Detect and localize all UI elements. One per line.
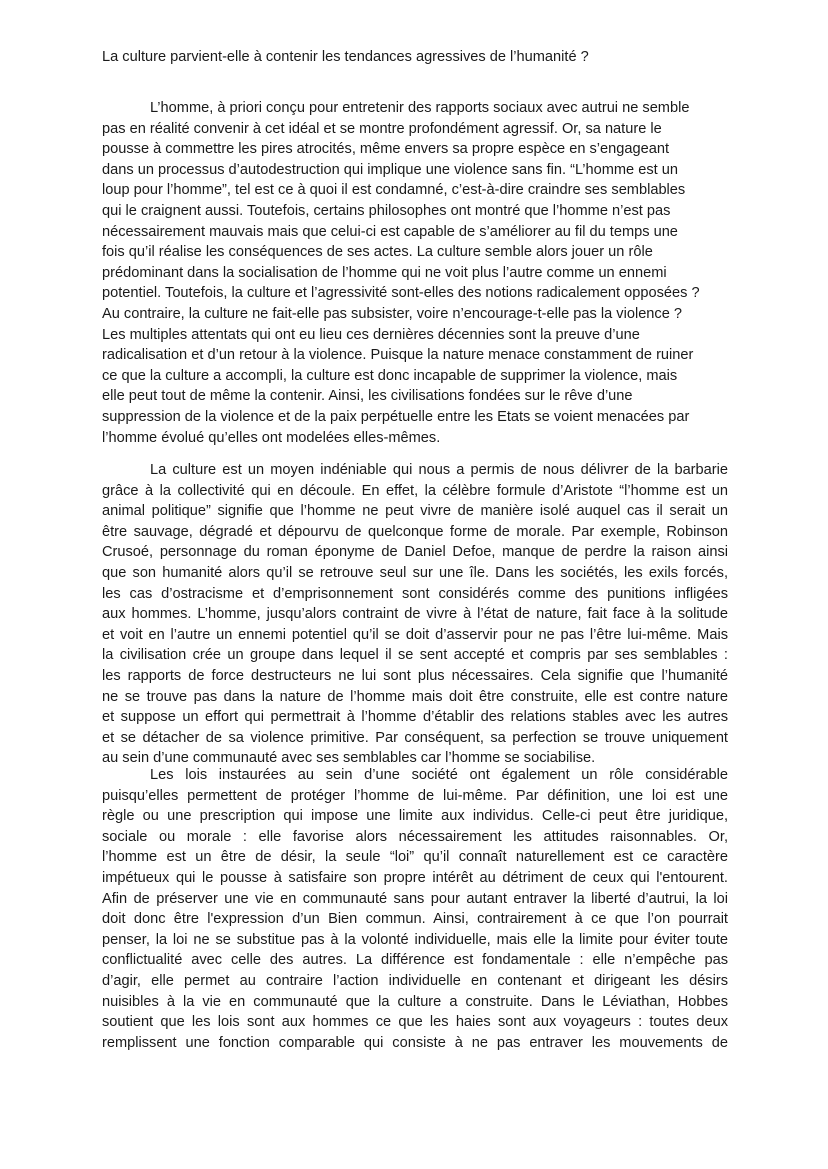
paragraph-culture-collectivity	[102, 460, 728, 769]
text-line: nécessairement mauvais mais que celui-ci est capable de s’améliorer au fil du temps une	[102, 223, 678, 240]
text-line: ne se trouve pas dans la nature de l’homme mais doit être construite, elle est contre nature	[102, 688, 728, 705]
text-line: prédominant dans la socialisation de l’homme qui ne voit plus l’autre comme un ennemi	[102, 264, 667, 281]
text-line: fois qu’il réalise les conséquences de ses actes. La culture semble alors jouer un rôle	[102, 244, 653, 261]
text-line: Les multiples attentats qui ont eu lieu ces dernières décennies sont la preuve d’une	[102, 326, 640, 343]
text-line: puisqu’elles permettent de protéger l’homme de lui-même. Par définition, une loi est une	[102, 787, 728, 804]
text-line: soutient que les lois sont aux hommes ce que les haies sont aux voyageurs : toutes deux	[102, 1014, 728, 1031]
text-line: loup pour l’homme”, tel est ce à quoi il est condamné, c’est-à-dire craindre ses semblables	[102, 182, 686, 199]
text-line: et suppose un effort qui permettrait à l’homme d’établir des relations stables avec les autres	[102, 709, 728, 726]
text-line: la civilisation crée un groupe dans lequel il se sent accepté et compris par ses semblables :	[102, 647, 728, 664]
text-line: et se détacher de sa violence primitive. Par conséquent, sa perfection se trouve uniquement	[102, 729, 728, 746]
document-title: La culture parvient-elle à contenir les tendances agressives de l’humanité ?	[102, 49, 589, 65]
text-line: qui le craignent aussi. Toutefois, certains philosophes ont montré que l’homme n’est pas	[102, 202, 671, 219]
text-line: d’agir, elle permet au contraire l’action individuelle en contenant et dirigeant les désirs	[102, 972, 728, 989]
text-line: ce que la culture a accompli, la culture est donc incapable de supprimer la violence, mais	[102, 367, 678, 384]
text-line: La culture est un moyen indéniable qui nous a permis de nous délivrer de la barbarie	[150, 462, 728, 478]
text-line: dans un processus d’autodestruction qui implique une violence sans fin. “L’homme est un	[102, 161, 678, 178]
text-line: Les lois instaurées au sein d’une société ont également un rôle considérable	[150, 767, 728, 783]
text-line: potentiel. Toutefois, la culture et l’agressivité sont-elles des notions radicalement opposées ?	[102, 285, 700, 302]
text-line: elle peut tout de même la contenir. Ainsi, les civilisations fondées sur le rêve d’une	[102, 388, 633, 405]
text-line: pousse à commettre les pires atrocités, même envers sa propre espèce en s’engageant	[102, 141, 670, 158]
text-line: sociale ou morale : elle favorise alors nécessairement les attitudes raisonnables. Or,	[102, 828, 728, 845]
text-line: conflictualité avec celle des autres. La différence est fondamentale : elle n’empêche pas	[102, 952, 728, 969]
text-line: remplissent une fonction comparable qui consiste à ne pas entraver les mouvements de	[102, 1034, 728, 1051]
text-line: suppression de la violence et de la paix perpétuelle entre les Etats se voient menacées par	[102, 408, 690, 425]
text-line: les cas d’ostracisme et d’emprisonnement sont considérés comme des punitions infligées	[102, 585, 728, 602]
text-line: Afin de préserver une vie en communauté sans pour autant entraver la liberté d’autrui, la loi	[102, 890, 728, 907]
text-line: grâce à la collectivité qui en découle. En effet, la célèbre formule d’Aristote “l’homme est un	[102, 482, 728, 499]
text-line: l’homme est un être de désir, la seule “loi” qu’il connaît naturellement est ce caractère	[102, 849, 728, 866]
text-line: que son humanité alors qu’il se retrouve seul sur une île. Dans les sociétés, les exils forcés,	[102, 564, 728, 581]
text-line: au sein d’une communauté avec ses semblables car l’homme se sociabilise.	[102, 750, 596, 767]
text-line: doit donc être l'expression d’un Bien commun. Ainsi, contrairement à ce que l’on pourrait	[102, 911, 728, 928]
text-line: penser, la loi ne se substitue pas à la volonté individuelle, mais elle la limite pour éviter toute	[102, 931, 728, 948]
text-line: les rapports de force destructeurs ne lui sont plus nécessaires. Cela signifie que l’humanité	[102, 667, 728, 684]
text-line: animal politique” signifie que l’homme ne peut vivre de manière isolé auquel cas il serait un	[102, 503, 728, 520]
text-line: Au contraire, la culture ne fait-elle pas subsister, voire n’encourage-t-elle pas la violence ?	[102, 305, 683, 322]
paragraph-introduction	[102, 98, 728, 448]
text-line: aux hommes. L’homme, jusqu’alors contraint de vivre à l’état de nature, fait face à la solitude	[102, 606, 728, 623]
text-line: et voit en l’autre un ennemi potentiel qu’il se doit d’asservir pour ne pas l’être lui-même. Mais	[102, 626, 728, 643]
text-line: règle ou une prescription qui impose une limite aux individus. Celle-ci peut être juridique,	[102, 808, 728, 825]
text-line: être sauvage, dégradé et dépourvu de quelconque forme de morale. Par exemple, Robinson	[102, 523, 728, 540]
text-line: pas en réalité convenir à cet idéal et se montre profondément agressif. Or, sa nature le	[102, 120, 662, 137]
text-line: Crusoé, personnage du roman éponyme de Daniel Defoe, manque de perdre la raison ainsi	[102, 544, 728, 561]
text-line: L’homme, à priori conçu pour entretenir des rapports sociaux avec autrui ne semble	[150, 100, 690, 116]
text-line: l’homme évolué qu’elles ont modelées elles-mêmes.	[102, 429, 441, 446]
text-line: nuisibles à la vie en communauté que la culture a construite. Dans le Léviathan, Hobbes	[102, 993, 728, 1010]
text-line: impétueux qui le pousse à satisfaire son propre intérêt au détriment de ceux qui l'entourent.	[102, 869, 728, 886]
text-line: radicalisation et d’un retour à la violence. Puisque la nature menace constamment de ruiner	[102, 347, 694, 364]
paragraph-laws	[102, 765, 728, 1053]
